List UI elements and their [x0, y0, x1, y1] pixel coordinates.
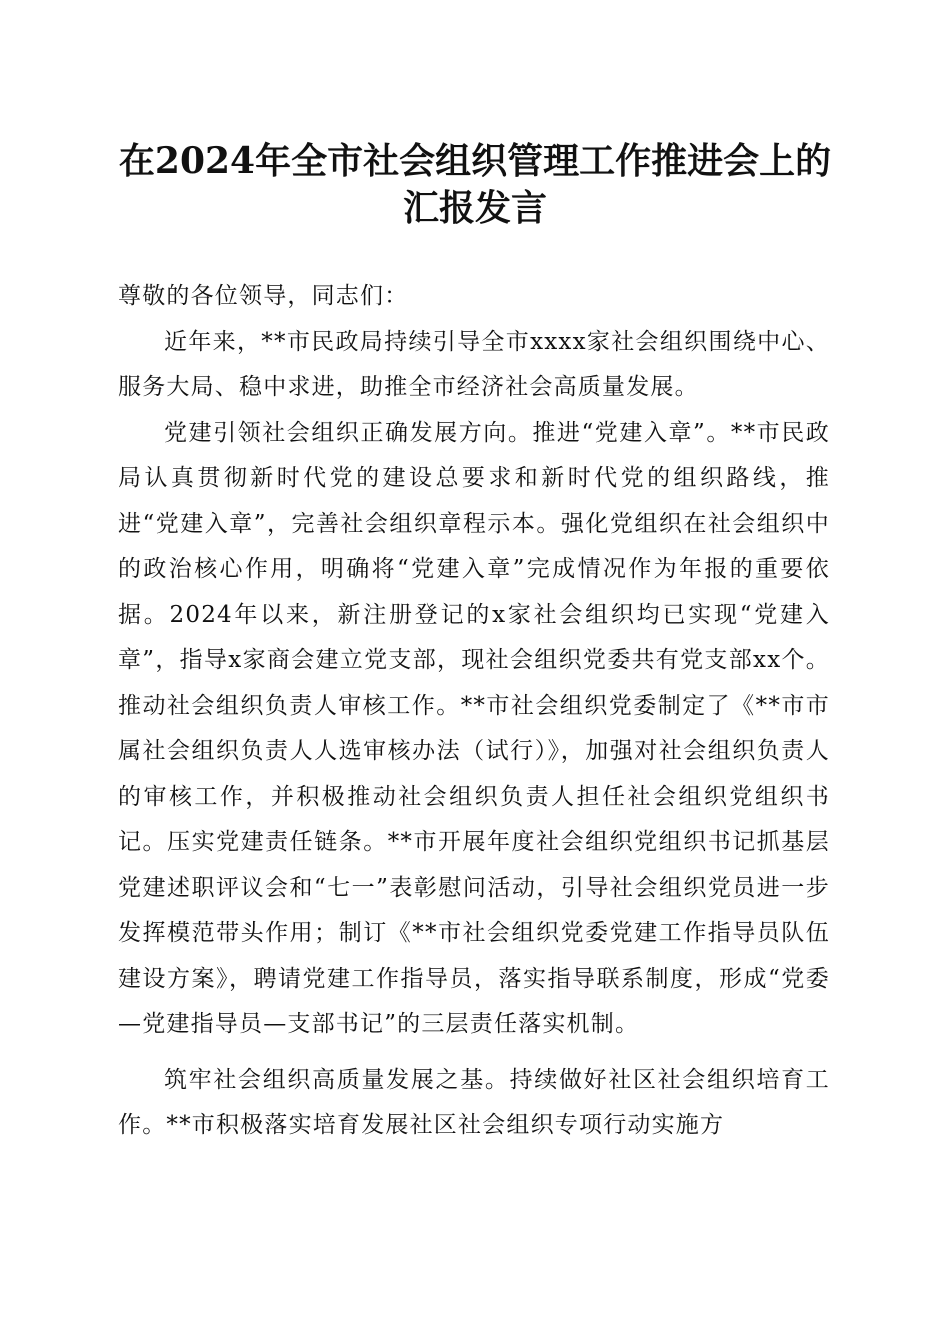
document-title-line-2: 汇报发言 — [402, 187, 547, 229]
paragraph-party-building: 党建引领社会组织正确发展方向。推进“党建入章”。**市民政局认真贯彻新时代党的建设总要求和新时代党的组织路线，推进“党建入章”，完善社会组织章程示本。强化党组织在社会组织中的政治核心作用，明确将“党建入章”完成情况作为年报的重要依据。2024年以来，新注册登记的x家社会组织均已实现“党建入章”，指导x家商会建立党支部，现社会组织党委共有党支部xx个。推动社会组织负责人审核工作。**市社会组织党委制定了《**市市属社会组织负责人人选审核办法（试行）》，加强对社会组织负责人的审核工作，并积极推动社会组织负责人担任社会组织党组织书记。压实党建责任链条。**市开展年度社会组织党组织书记抓基层党建述职评议会和“七一”表彰慰问活动，引导社会组织党员进一步发挥模范带头作用；制订《**市社会组织党委党建工作指导员队伍建设方案》，聘请党建工作指导员，落实指导联系制度，形成“党委—党建指导员—支部书记”的三层责任落实机制。 — [118, 419, 830, 1037]
salutation: 尊敬的各位领导，同志们： — [118, 283, 409, 309]
paragraph-intro: 近年来，**市民政局持续引导全市xxxx家社会组织围绕中心、服务大局、稳中求进，助推全市经济社会高质量发展。 — [118, 328, 830, 400]
document-body — [118, 274, 830, 1149]
paragraph-high-quality-development: 筑牢社会组织高质量发展之基。持续做好社区社会组织培育工作。**市积极落实培育发展社区社会组织专项行动实施方 — [118, 1066, 830, 1138]
document-title-line-1: 在2024年全市社会组织管理工作推进会上的 — [118, 140, 832, 182]
